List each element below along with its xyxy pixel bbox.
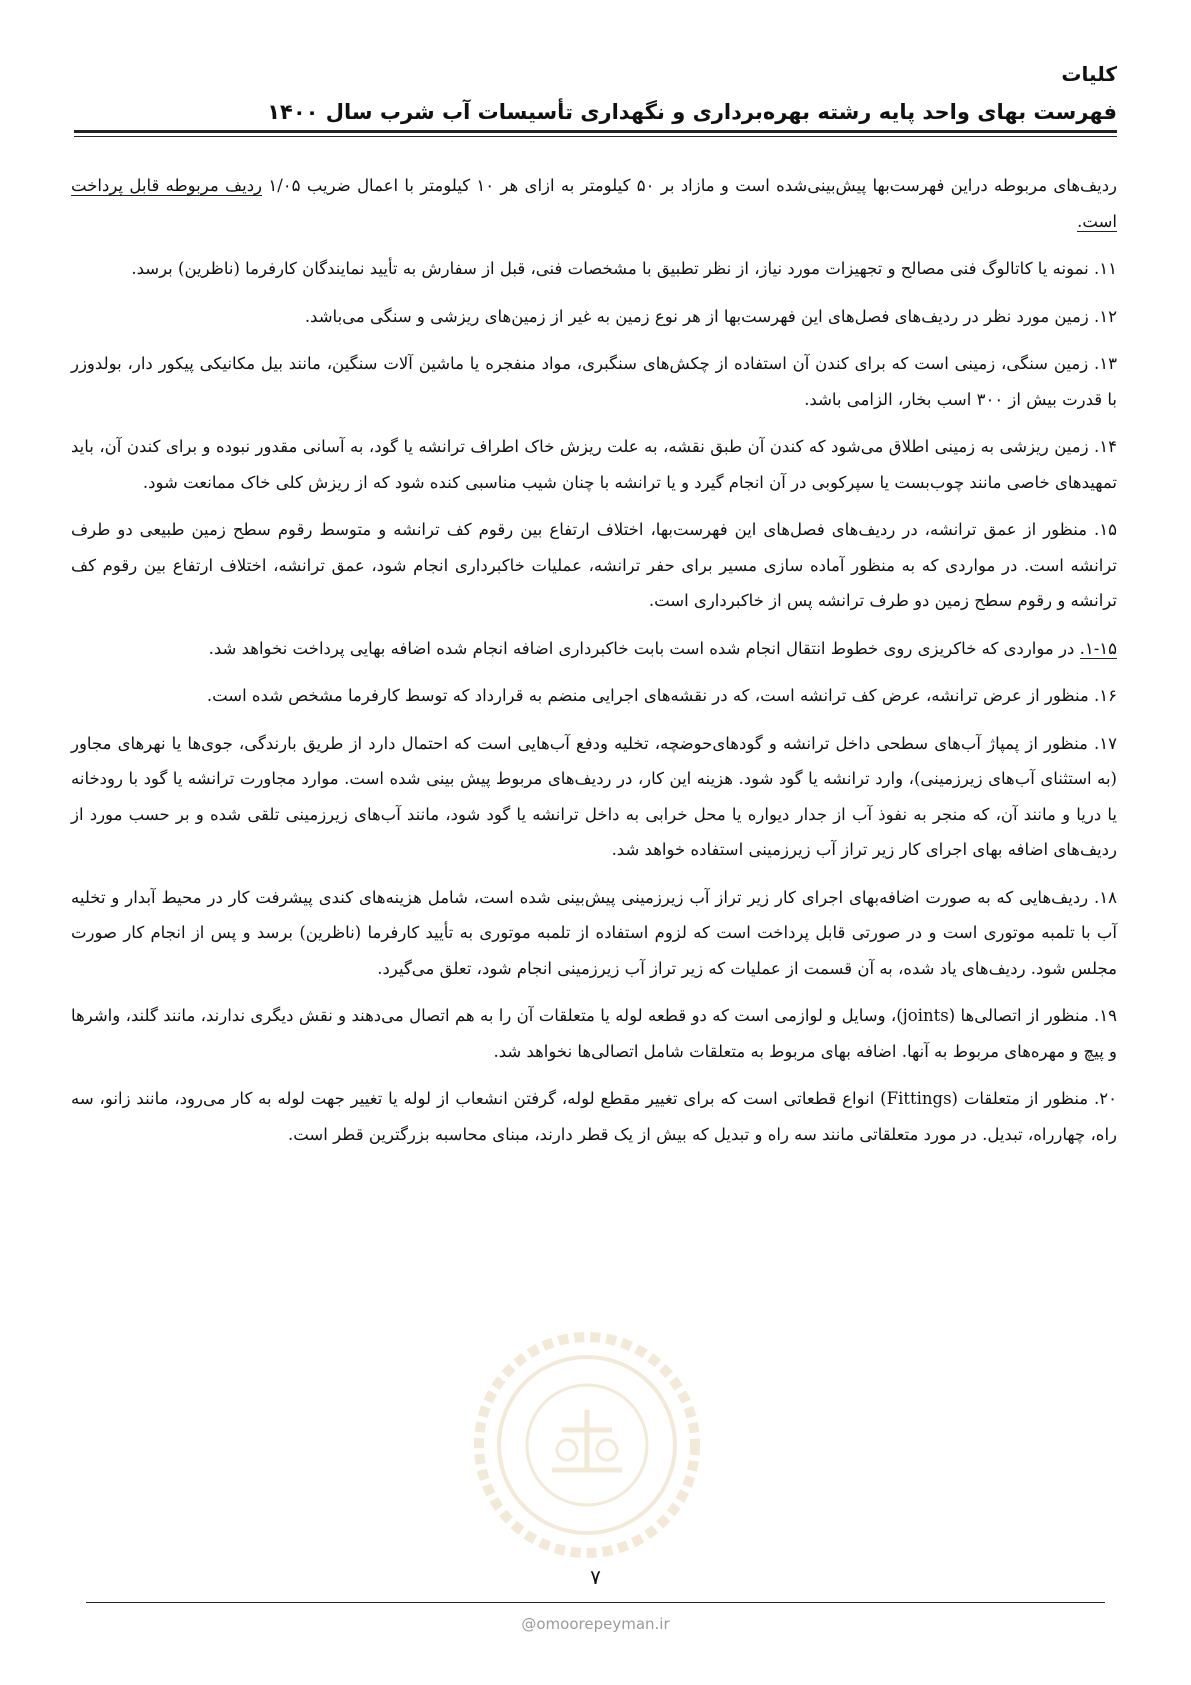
footer-rule (86, 1602, 1105, 1603)
watermark-seal-icon (472, 1330, 702, 1560)
paragraph-18: ۱۸. ردیف‌هایی که به صورت اضافه‌بهای اجرای کار زیر تراز آب زیرزمینی پیش‌بینی شده است، شامل هزینه‌های کندی پیشرفت کار در محیط آبدار و تخلیه آب با تلمبه موتوری است و در صورتی قابل پرداخت است که لزوم استفاده از تلمبه موتوری به تأیید کارفرما (ناظرین) برسد و پس از انجام کار صورت مجلس شود. ردیف‌های یاد شده، به آن قسمت از عملیات که زیر تراز آب زیرزمینی انجام شود، تعلق می‌گیرد. (71, 887, 1117, 978)
paragraph-15-1 (71, 631, 1117, 667)
paragraph-11: ۱۱. نمونه یا کاتالوگ فنی مصالح و تجهیزات مورد نیاز، از نظر تطبیق با مشخصات فنی، قبل از سفارش به تأیید نمایندگان کارفرما (ناظرین) برسد. (131, 259, 1117, 278)
site-watermark-text: @omoorepeyman.ir (521, 1615, 670, 1633)
paragraph-14: ۱۴. زمین ریزشی به زمینی اطلاق می‌شود که کندن آن طبق نقشه، به علت ریزش خاک اطراف ترانشه یا گود، به آسانی مقدور نبوده و برای کندن آن، باید تمهیدهای خاصی مانند چوب‌بست یا سپرکوبی در آن انجام گیرد و یا ترانشه با چنان شیب مناسبی کنده شود که از ریزش کلی خاک ممانعت شود. (71, 437, 1117, 492)
paragraph-13: ۱۳. زمین سنگی، زمینی است که برای کندن آن استفاده از چکش‌های سنگبری، مواد منفجره یا ماشین آلات سنگین، مانند بیل مکانیکی پیکور دار، بولدوزر با قدرت بیش از ۳۰۰ اسب بخار، الزامی باشد. (71, 354, 1117, 409)
paragraph-17: ۱۷. منظور از پمپاژ آب‌های سطحی داخل ترانشه و گودهای‌حوضچه، تخلیه ودفع آب‌هایی است که احتمال دارد از طریق بارندگی، جوی‌ها یا نهرهای مجاور (به استثنای آب‌های زیرزمینی)، وارد ترانشه یا گود شود. هزینه این کار، در ردیف‌های مربوط پیش بینی شده است. موارد مجاورت ترانشه یا گود با رودخانه یا دریا و مانند آن، که منجر به نفوذ آب از جدار دیواره یا محل خرابی به داخل ترانشه یا گود شود، مانند آب‌های زیرزمینی تلقی شده و بر حسب مورد از ردیف‌های اضافه بهای اجرای کار زیر تراز آب زیرزمینی استفاده خواهد شد. (71, 733, 1117, 859)
paragraph-15-1-text: در مواردی که خاکریزی روی خطوط انتقال انجام شده است بابت خاکبرداری اضافه انجام شده اضافه بهایی پرداخت نخواهد شد. (208, 638, 1080, 658)
section-title: کلیات (1061, 62, 1117, 86)
paragraph-20: ۲۰. منظور از متعلقات (Fittings) انواع قطعاتی است که برای تغییر مقطع لوله، گرفتن انشعاب از لوله یا تغییر جهت لوله به کار می‌رود، مانند زانو، سه راه، چهارراه، تبدیل. در مورد متعلقاتی مانند سه راه و تبدیل که بیش از یک قطر دارند، مبنای محاسبه بزرگترین قطر است. (71, 1089, 1118, 1144)
header-rule-thick (74, 130, 1117, 133)
page-header (71, 62, 1117, 124)
paragraph-19: ۱۹. منظور از اتصالی‌ها (joints)، وسایل و لوازمی است که دو قطعه لوله یا متعلقات آن را به هم اتصال می‌دهند و نقش دیگری ندارند، مانند گلند، واشرها و پیچ و مهره‌های مربوط به آنها. اضافه بهای مربوط به متعلقات شامل اتصالی‌ها نخواهد شد. (71, 1006, 1117, 1061)
paragraph-15: ۱۵. منظور از عمق ترانشه، در ردیف‌های فصل‌های این فهرست‌بها، اختلاف ارتفاع بین رقوم کف ترانشه و متوسط رقوم سطح زمین طبیعی دو طرف ترانشه است. در مواردی که به منظور آماده سازی مسیر برای حفر ترانشه، عملیات خاکبرداری انجام شود، عمق ترانشه، اختلاف ارتفاع بین رقوم کف ترانشه و رقوم سطح زمین دو طرف ترانشه پس از خاکبرداری است. (71, 520, 1117, 610)
paragraph-15-1-number: ۱-۱۵. (1079, 638, 1117, 658)
paragraph-10-underlined: ردیف مربوطه قابل پرداخت است. (71, 176, 1117, 231)
body-text (71, 168, 1117, 1164)
page-number: ۷ (590, 1565, 601, 1589)
paragraph-12: ۱۲. زمین مورد نظر در ردیف‌های فصل‌های این فهرست‌بها از هر نوع زمین به غیر از زمین‌های ریزشی و سنگی می‌باشد. (304, 306, 1117, 326)
paragraph-16: ۱۶. منظور از عرض ترانشه، عرض کف ترانشه است، که در نقشه‌های اجرایی منضم به قرارداد که توسط کارفرما مشخص شده است. (206, 686, 1117, 705)
paragraph-10-text: ردیف‌های مربوطه دراین فهرست‌بها پیش‌بینی‌شده است و مازاد بر ۵۰ کیلومتر به ازای هر ۱۰ کیلومتر با اعمال ضریب ۱/۰۵ (262, 176, 1118, 195)
document-title: فهرست بهای واحد پایه رشته بهره‌برداری و نگهداری تأسیسات آب شرب سال ۱۴۰۰ (267, 100, 1117, 124)
header-rule-thin (74, 136, 1117, 137)
paragraph-10-continued (71, 168, 1117, 239)
